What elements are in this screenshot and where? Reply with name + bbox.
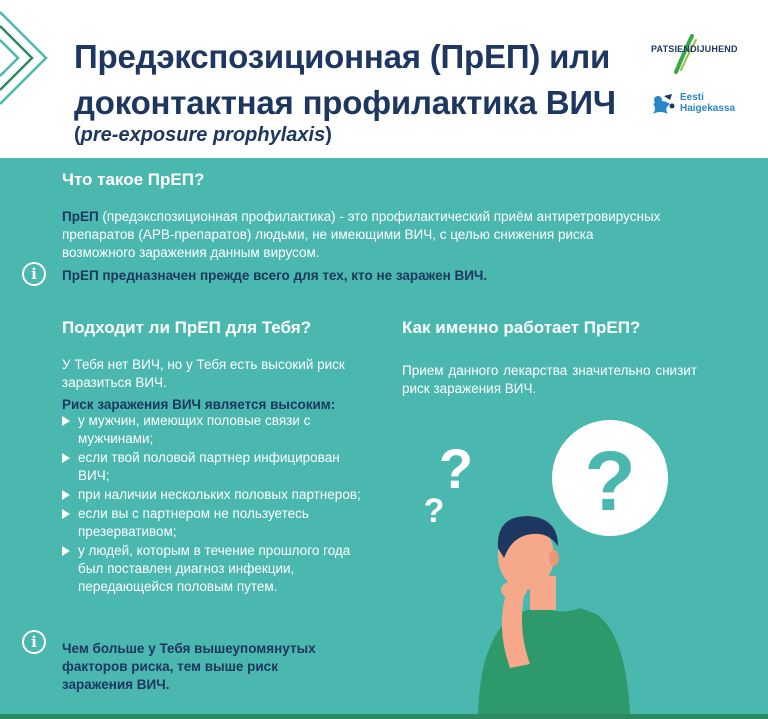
list-item (62, 486, 362, 504)
what-heading: Что такое ПрЕП? (62, 170, 205, 189)
title-line-2: доконтактная профилактика ВИЧ (74, 84, 616, 121)
haigekassa-logo-icon (650, 92, 678, 118)
bullet-arrow-icon (62, 453, 70, 463)
info-icon: i (22, 262, 46, 286)
term-prep: ПрЕП (62, 209, 99, 224)
list-item-text: при наличии нескольких половых партнеров; (78, 487, 361, 502)
bottom-border (0, 714, 768, 719)
list-item (62, 449, 362, 485)
logo-eesti: Eesti (680, 92, 704, 103)
subtitle-open: ( (74, 124, 81, 146)
risk-list (62, 412, 362, 597)
how-text: Прием данного лекарства значительно снизит риск заражения ВИЧ. (402, 363, 697, 396)
subtitle-close: ) (325, 124, 332, 146)
list-item-text: у людей, которым в течение прошлого года был поставлен диагноз инфекции, передающейся половым путем. (78, 543, 351, 594)
thinking-man-illustration (400, 418, 730, 714)
list-item-text: у мужчин, имеющих половые связи с мужчинами; (78, 413, 311, 446)
subtitle-italic: pre-exposure prophylaxis (80, 124, 326, 146)
haigekassa-logo (680, 92, 735, 114)
what-note: ПрЕП предназначен прежде всего для тех, кто не заражен ВИЧ. (62, 268, 488, 283)
question-mark-icon: ? (438, 437, 474, 500)
info-icon: i (22, 630, 46, 654)
what-definition (62, 208, 662, 262)
bullet-arrow-icon (62, 416, 70, 426)
list-item (62, 505, 362, 541)
logo-haigekassa: Haigekassa (680, 103, 736, 114)
list-item (62, 542, 362, 596)
page-title (74, 34, 616, 126)
decorative-lines (0, 0, 70, 158)
page-subtitle (74, 124, 332, 147)
patsiendijuhend-logo: PATSIENDIJUHEND (651, 44, 738, 54)
bullet-arrow-icon (62, 546, 70, 556)
bullet-arrow-icon (62, 490, 70, 500)
definition-text: (предэкспозиционная профилактика) - это профилактический приём антиретровирусных препаратов (АРВ-препаратов) людьми, не имеющими ВИЧ, с целью снижения риска возможного заражения данным вирусом. (62, 209, 661, 260)
how-heading: Как именно работает ПрЕП? (402, 318, 641, 337)
risk-heading: Риск заражения ВИЧ является высоким: (62, 397, 336, 412)
suits-heading: Подходит ли ПрЕП для Тебя? (62, 318, 312, 337)
bullet-arrow-icon (62, 509, 70, 519)
risk-note: Чем больше у Тебя вышеупомянутых факторов риска, тем выше риск заражения ВИЧ. (62, 641, 316, 692)
question-mark-icon: ? (423, 492, 445, 530)
man-shirt (478, 606, 630, 714)
list-item-text: если твой половой партнер инфицирован ВИЧ; (78, 450, 340, 483)
title-line-1: Предэкспозиционная (ПрЕП) или (74, 38, 611, 75)
suits-intro: У Тебя нет ВИЧ, но у Тебя есть высокий риск заразиться ВИЧ. (62, 357, 345, 390)
list-item (62, 412, 362, 448)
header (0, 0, 768, 158)
patsiendijuhend-logo-mark (672, 34, 698, 74)
question-mark-icon: ? (584, 434, 636, 528)
list-item-text: если вы с партнером не пользуетесь презервативом; (78, 506, 309, 539)
